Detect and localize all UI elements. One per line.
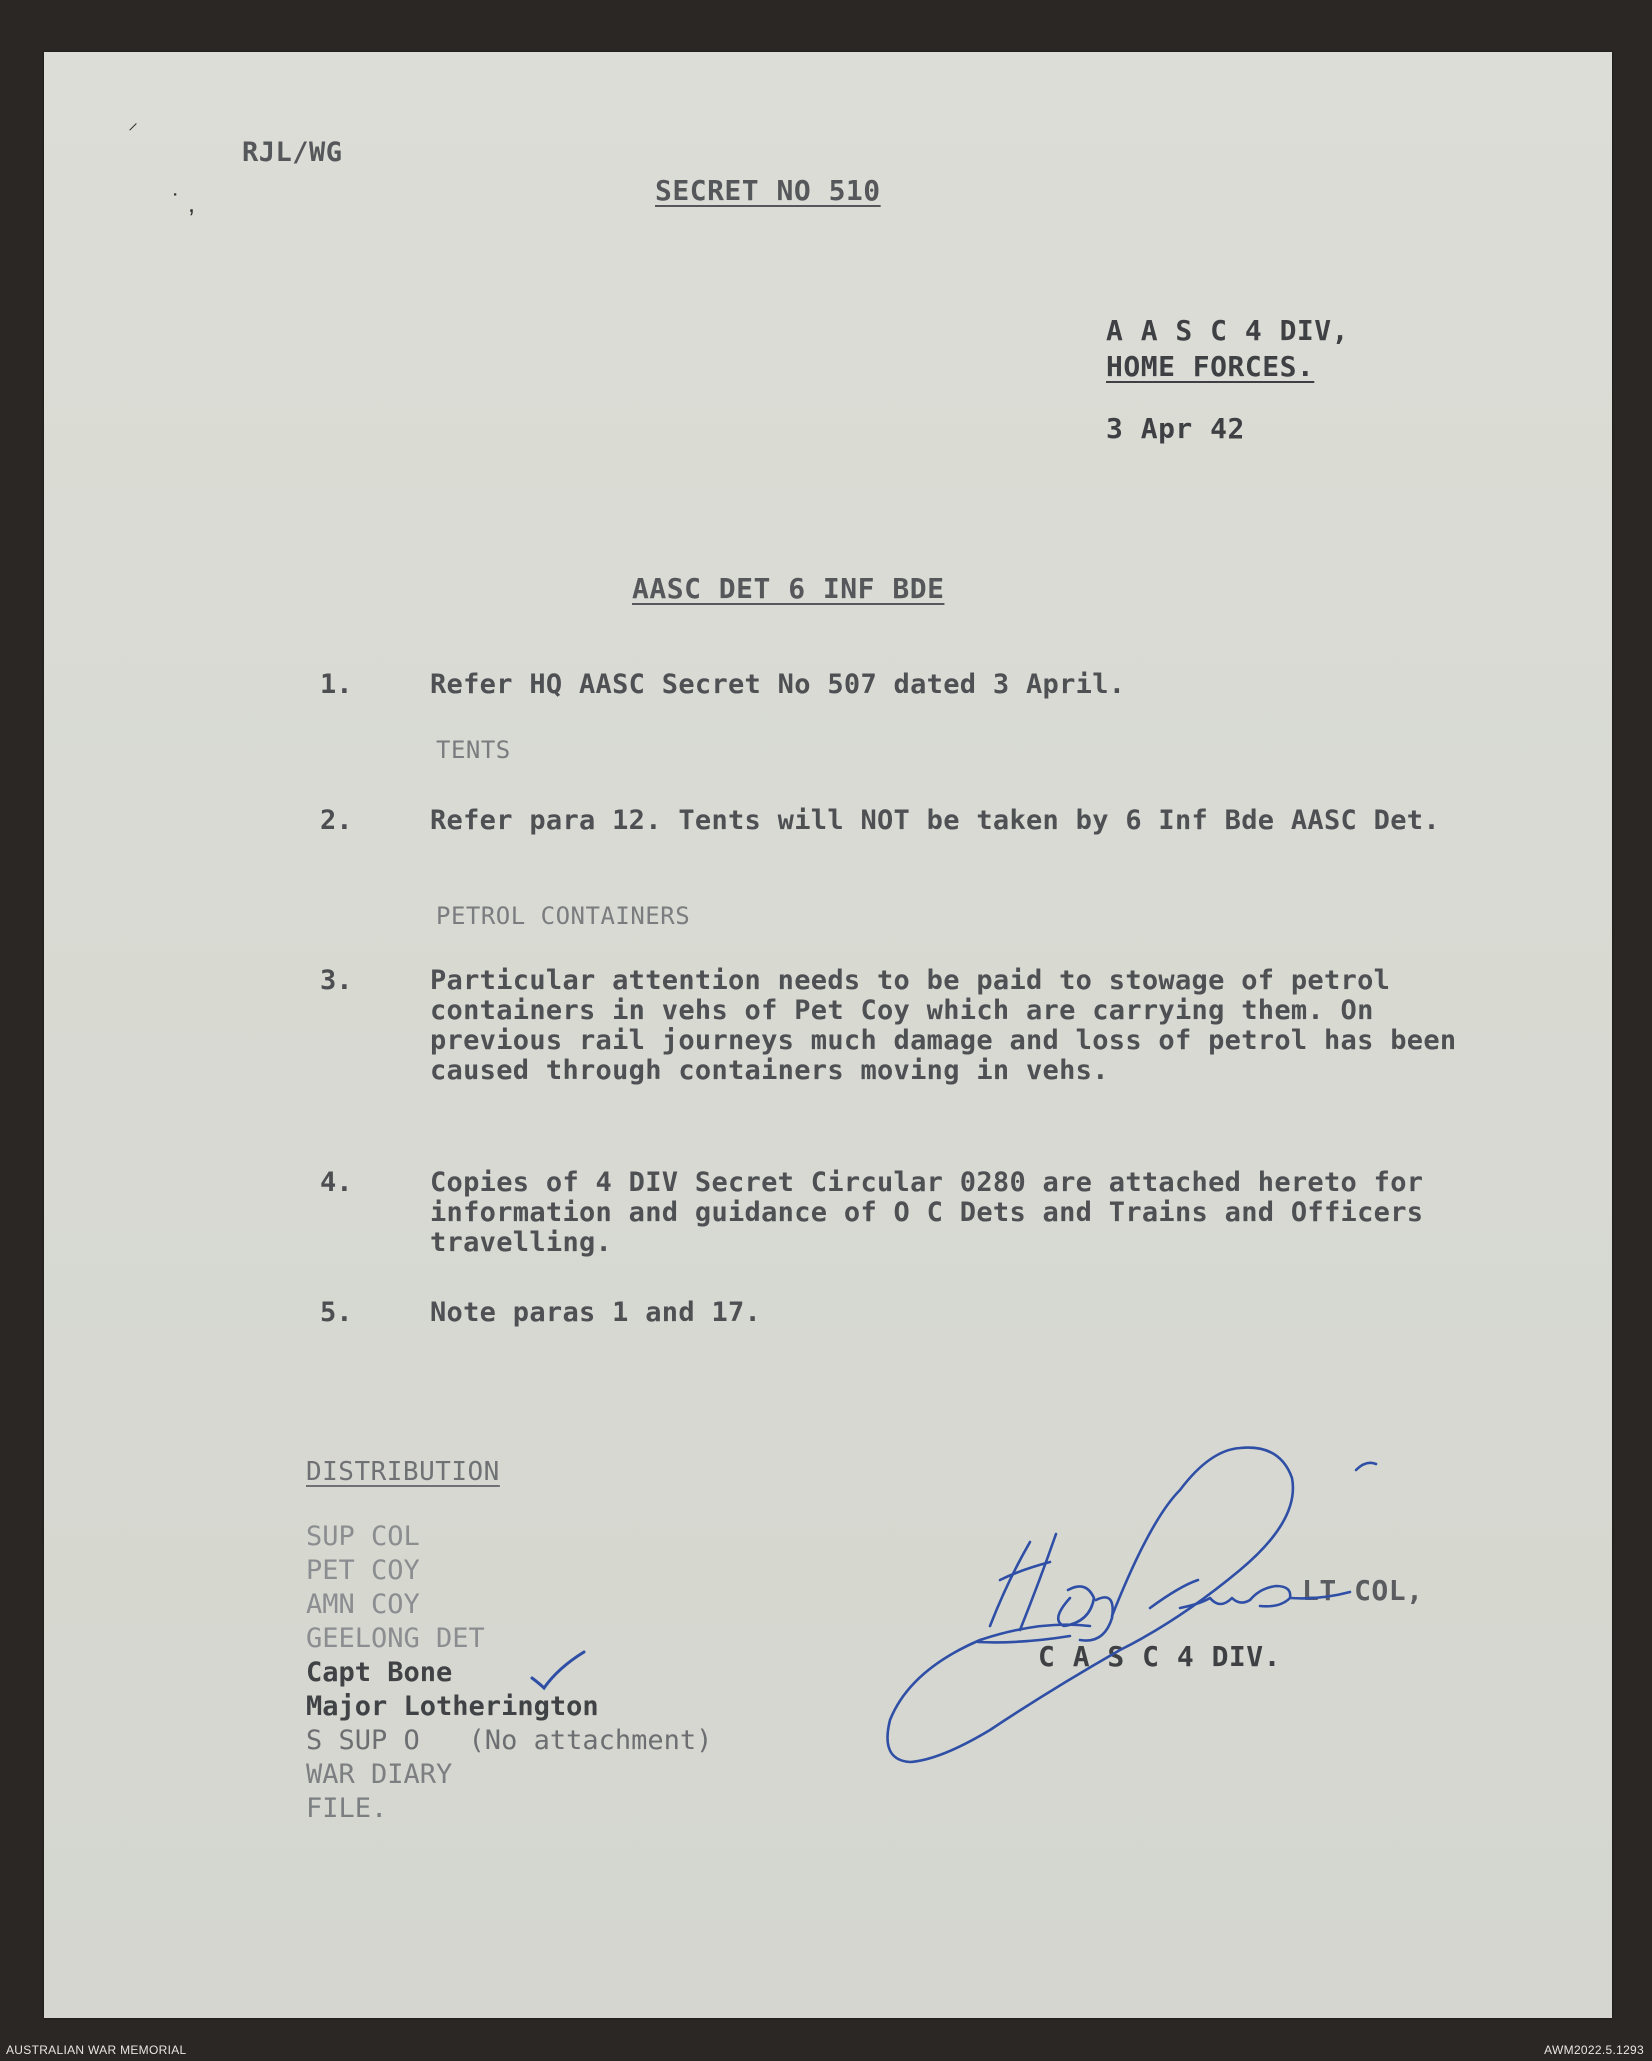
paragraph-text: Copies of 4 DIV Secret Circular 0280 are attached hereto for information and guidance of O C Dets and Trains and Officers travelling. — [430, 1167, 1424, 1258]
distribution-item: AMN COY — [306, 1589, 420, 1620]
paragraph-number: 1. — [320, 669, 353, 700]
paragraph-number: 3. — [320, 965, 353, 996]
ink-mark: ⸝ — [128, 112, 138, 134]
paragraph-text: Refer para 12. Tents will NOT be taken by 6 Inf Bde AASC Det. — [430, 805, 1440, 836]
classification-heading: SECRET NO 510 — [655, 174, 881, 207]
sender-unit: A A S C 4 DIV, — [1106, 314, 1350, 347]
section-heading-petrol: PETROL CONTAINERS — [436, 902, 691, 930]
distribution-item: S SUP O (No attachment) — [306, 1725, 713, 1756]
signature-rank: LT COL, — [1302, 1574, 1424, 1607]
footer-institution: AUSTRALIAN WAR MEMORIAL — [6, 2043, 187, 2057]
subject-heading: AASC DET 6 INF BDE — [632, 572, 945, 605]
distribution-item: WAR DIARY — [306, 1759, 453, 1790]
paragraph-text: Note paras 1 and 17. — [430, 1297, 762, 1328]
paragraph-number: 5. — [320, 1297, 353, 1328]
handwritten-signature — [880, 1430, 1400, 1790]
ink-mark: ˙ , — [172, 188, 196, 218]
section-heading-tents: TENTS — [436, 736, 511, 764]
paragraph-text: Particular attention needs to be paid to stowage of petrol containers in vehs of Pet Coy which are carrying them. On previous rail journeys much damage and loss of petrol has been caused through containers moving in vehs. — [430, 965, 1457, 1086]
footer-accession-number: AWM2022.5.1293 — [1544, 2043, 1644, 2057]
paragraph-text: Refer HQ AASC Secret No 507 dated 3 April. — [430, 669, 1126, 700]
check-mark-icon — [528, 1648, 588, 1692]
distribution-list — [306, 1520, 712, 1826]
distribution-item: Capt Bone — [306, 1657, 453, 1688]
reference-code: RJL/WG — [242, 137, 343, 168]
distribution-heading: DISTRIBUTION — [306, 1457, 500, 1487]
paragraph-number: 4. — [320, 1167, 353, 1198]
distribution-item: FILE. — [306, 1793, 388, 1824]
sender-formation: HOME FORCES. — [1106, 350, 1315, 383]
distribution-item: GEELONG DET — [306, 1623, 485, 1654]
distribution-item: PET COY — [306, 1555, 420, 1586]
distribution-item: Major Lotherington — [306, 1691, 599, 1722]
distribution-item: SUP COL — [306, 1521, 420, 1552]
paragraph-number: 2. — [320, 805, 353, 836]
signature-title: C A S C 4 DIV. — [1038, 1640, 1282, 1673]
document-date: 3 Apr 42 — [1106, 412, 1245, 445]
